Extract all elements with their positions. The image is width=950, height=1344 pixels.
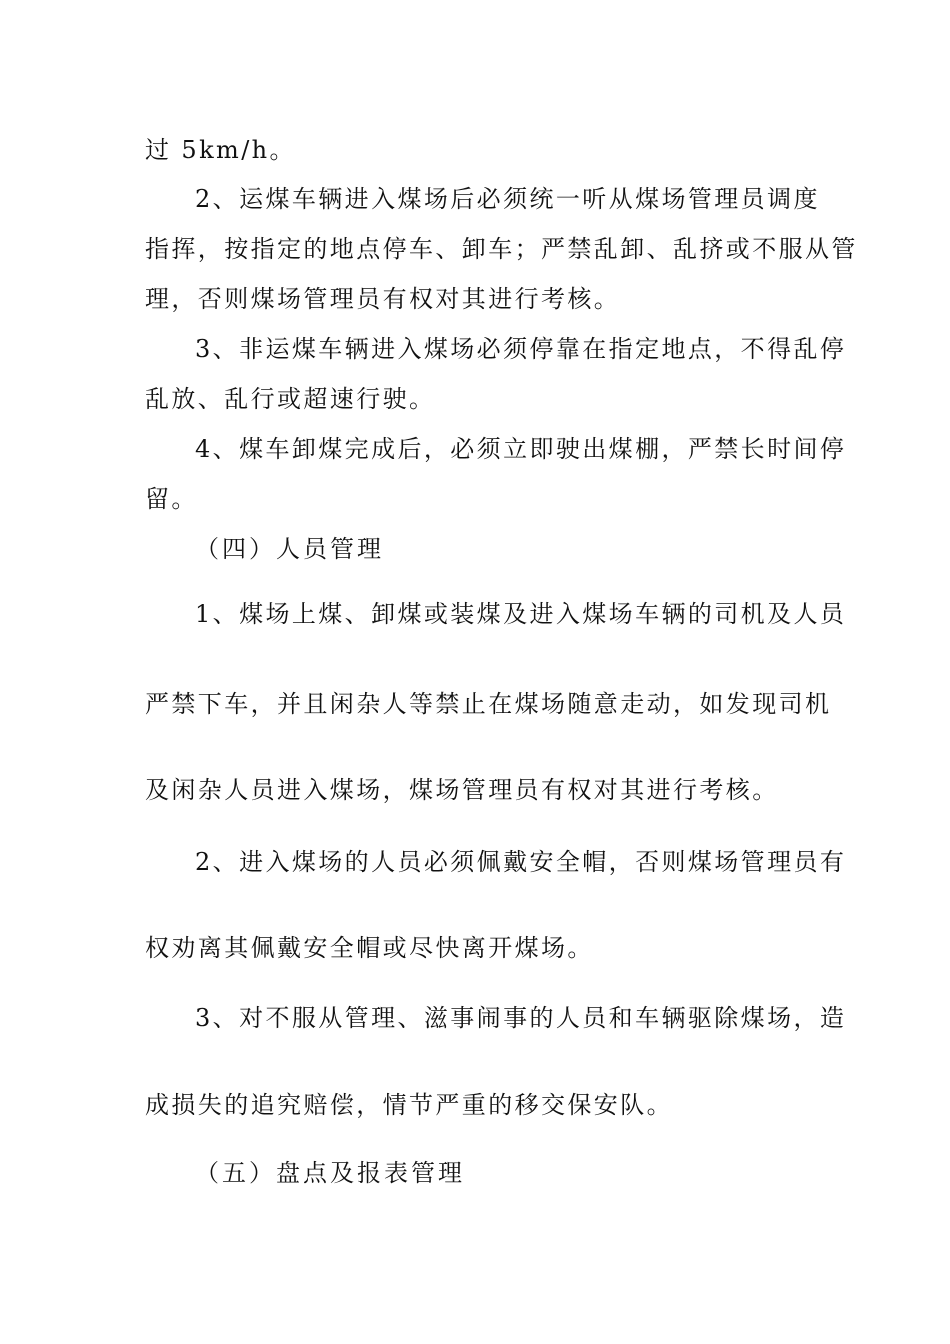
text-line: 严禁下车，并且闲杂人等禁止在煤场随意走动，如发现司机 xyxy=(145,690,832,718)
text-line: 指挥，按指定的地点停车、卸车；严禁乱卸、乱挤或不服从管 xyxy=(145,235,858,263)
text-line: 权劝离其佩戴安全帽或尽快离开煤场。 xyxy=(145,934,594,962)
text-line: 理，否则煤场管理员有权对其进行考核。 xyxy=(145,285,621,313)
section-heading: （五）盘点及报表管理 xyxy=(195,1159,465,1187)
text-line: 乱放、乱行或超速行驶。 xyxy=(145,385,436,413)
text-line: 3、对不服从管理、滋事闹事的人员和车辆驱除煤场，造 xyxy=(195,1004,847,1032)
text-line: 1、煤场上煤、卸煤或装煤及进入煤场车辆的司机及人员 xyxy=(195,600,847,628)
text-line: 及闲杂人员进入煤场，煤场管理员有权对其进行考核。 xyxy=(145,776,779,804)
text-line: 2、进入煤场的人员必须佩戴安全帽，否则煤场管理员有 xyxy=(195,848,847,876)
text-line: 过 5km/h。 xyxy=(145,136,296,164)
text-line: 2、运煤车辆进入煤场后必须统一听从煤场管理员调度 xyxy=(195,185,820,213)
text-line: 4、煤车卸煤完成后，必须立即驶出煤棚，严禁长时间停 xyxy=(195,435,847,463)
text-line: 留。 xyxy=(145,485,198,513)
section-heading: （四）人员管理 xyxy=(195,535,384,563)
text-line: 成损失的追究赔偿，情节严重的移交保安队。 xyxy=(145,1091,673,1119)
text-line: 3、非运煤车辆进入煤场必须停靠在指定地点，不得乱停 xyxy=(195,335,847,363)
